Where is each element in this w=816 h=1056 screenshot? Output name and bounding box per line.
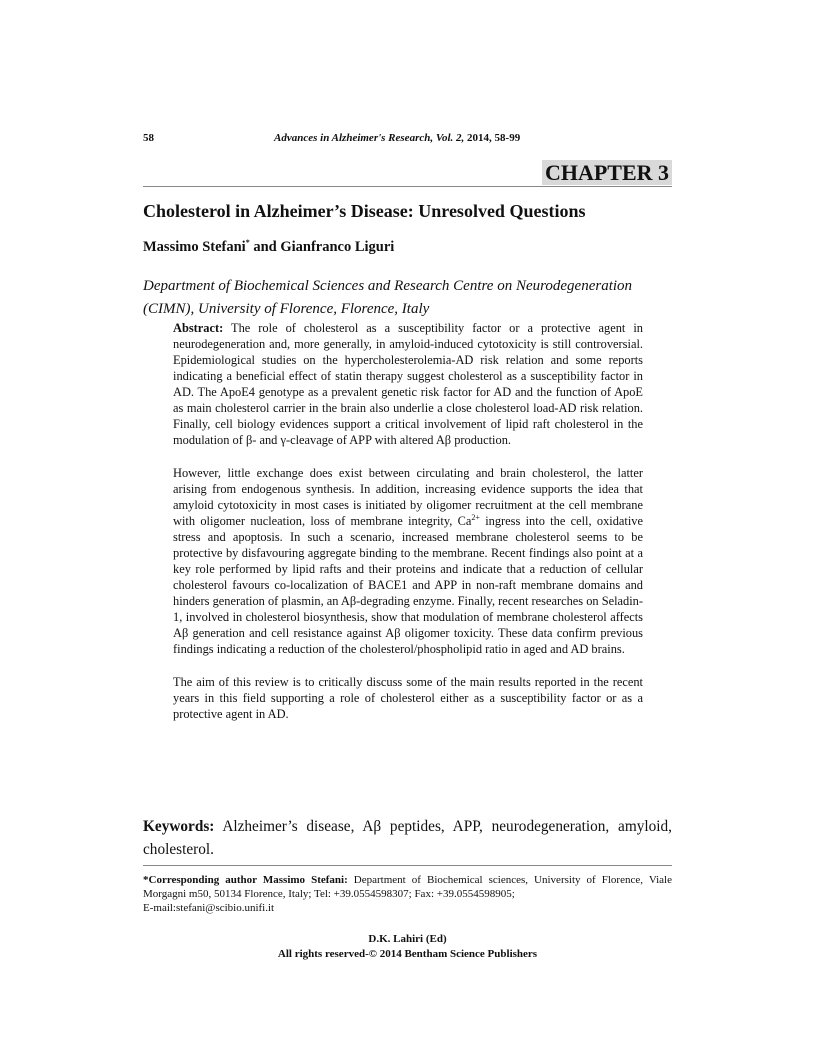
keywords-label: Keywords: — [143, 818, 215, 835]
corresponding-mark: * — [245, 238, 250, 247]
copyright: All rights reserved-© 2014 Bentham Science Publishers — [277, 948, 538, 960]
footnote — [143, 873, 672, 915]
abstract-label: Abstract: — [173, 321, 224, 335]
keywords-text: Alzheimer’s disease, Aβ peptides, APP, neurodegeneration, amyloid, cholesterol. — [143, 818, 672, 858]
abstract — [173, 320, 643, 739]
affiliation: Department of Biochemical Sciences and Research Centre on Neurodegeneration (CIMN), University of Florence, Florence, Italy — [143, 278, 633, 317]
abstract-text-2b: ingress into the cell, oxidative stress and apoptosis. In such a scenario, increased membrane cholesterol seems to be protective by disfavouring aggregate binding to the membrane. Recent findings also point at a key role performed by lipid rafts and their proteins and indicate that a reduction of cellular cholesterol favours co-localization of BACE1 and APP in non-raft membrane domains and hinders generation of plasmin, an Aβ-degrading enzyme. Finally, recent researches on Seladin-1, involved in cholesterol biosynthesis, show that modulation of membrane cholesterol affects Aβ generation and cell resistance against Aβ oligomer toxicity. These data confirm previous findings indicating a reduction of the cholesterol/phospholipid ratio in aged and AD brains. — [173, 514, 643, 656]
footnote-label: *Corresponding author Massimo Stefani: — [143, 874, 348, 886]
abstract-paragraph-3: The aim of this review is to critically discuss some of the main results reported in the recent years in this field supporting a role of cholesterol either as a susceptibility factor or as a protective agent in AD. — [173, 675, 643, 721]
footnote-email: E-mail:stefani@scibio.unifi.it — [143, 902, 275, 914]
journal-year-pages: 2014, 58-99 — [464, 132, 521, 144]
journal-citation — [274, 132, 520, 144]
abstract-text-2a: However, little exchange does exist between circulating and brain cholesterol, the latter arising from endogenous synthesis. In addition, increasing evidence supports the idea that amyloid cytotoxicity in most cases is initiated by oligomer recruitment at the cell membrane with oligomer nucleation, loss of membrane integrity, Ca — [173, 466, 643, 528]
abstract-paragraph-2 — [173, 465, 643, 657]
editor: D.K. Lahiri (Ed) — [368, 933, 447, 945]
author-1: Massimo Stefani — [143, 238, 246, 255]
abstract-text-1: The role of cholesterol as a susceptibility factor or a protective agent in neurodegeneration and, more generally, in amyloid-induced cytotoxicity is still controversial. Epidemiological studies on the hypercholesterolemia-AD risk relation and some reports indicating a beneficial effect of statin therapy suggest cholesterol as a susceptibility factor in AD. The ApoE4 genotype as a prevalent genetic risk factor for AD and the function of ApoE as main cholesterol carrier in the brain also underlie a close cholesterol load-AD risk relation. Finally, cell biology evidences support a critical involvement of lipid raft cholesterol in the modulation of β- and γ-cleavage of APP with altered Aβ production. — [173, 321, 643, 447]
keywords — [143, 815, 672, 861]
footnote-text: Department of Biochemical sciences, University of Florence, Viale Morgagni m50, 50134 Florence, Italy; Tel: +39.0554598307; Fax: +39.0554598905; — [143, 874, 672, 900]
header-divider — [143, 186, 672, 187]
paper-title: Cholesterol in Alzheimer’s Disease: Unresolved Questions — [143, 201, 586, 221]
publisher-info — [143, 932, 672, 962]
chapter-label: CHAPTER 3 — [542, 160, 672, 185]
footnote-divider — [143, 865, 672, 866]
journal-name: Advances in Alzheimer's Research, Vol. 2, — [274, 132, 465, 144]
authors — [143, 238, 394, 256]
superscript: 2+ — [471, 512, 480, 522]
abstract-paragraph-1 — [173, 320, 643, 448]
author-2: and Gianfranco Liguri — [249, 238, 395, 255]
page-number: 58 — [143, 132, 154, 144]
